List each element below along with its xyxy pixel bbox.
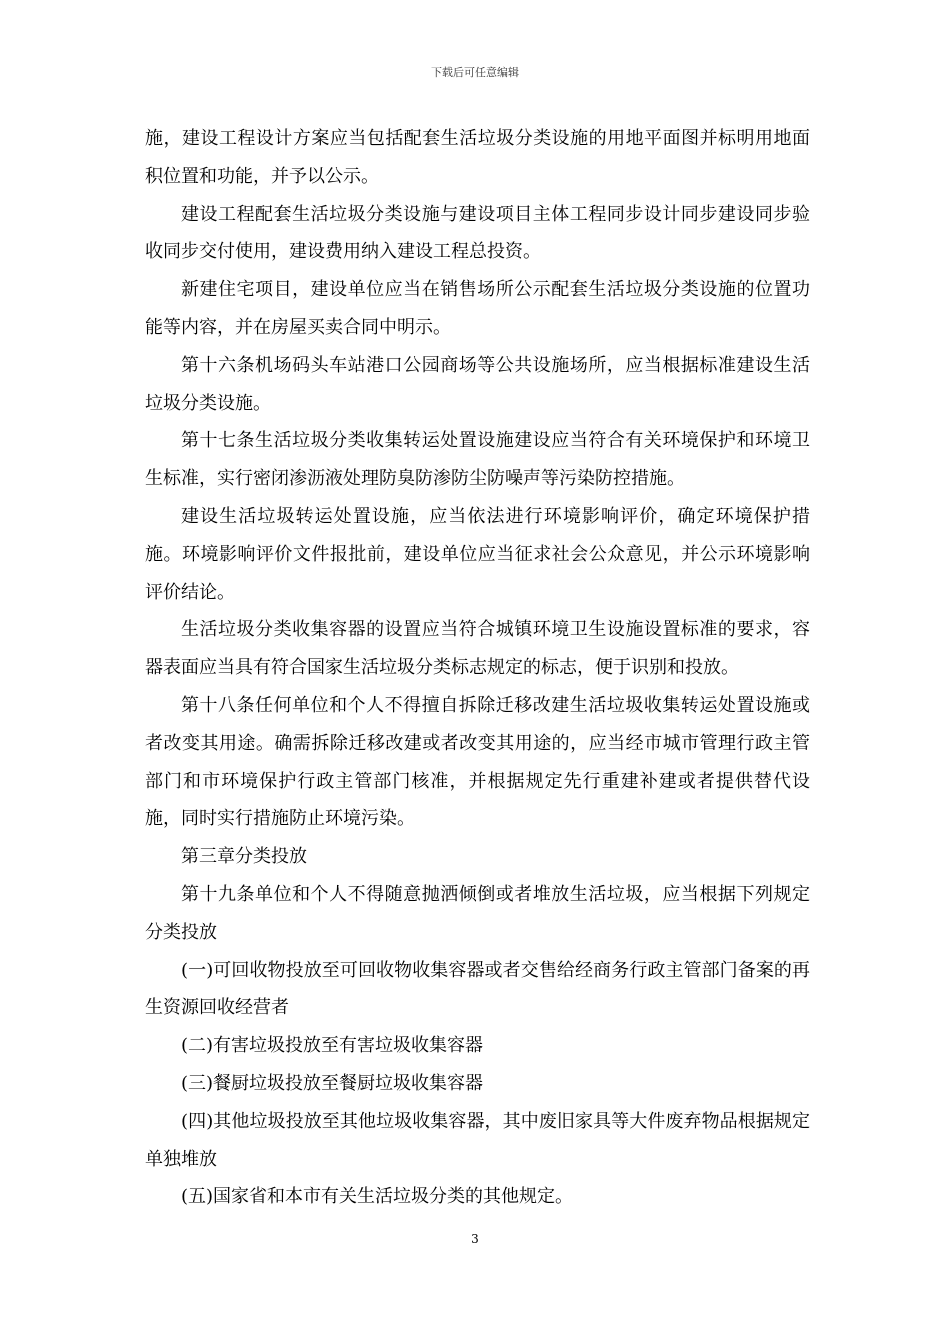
list-item-2: (二)有害垃圾投放至有害垃圾收集容器 [181,1035,484,1057]
paragraph-10: 第十九条单位和个人不得随意抛洒倾倒或者堆放生活垃圾，应当根据下列规定分类投放 [145,883,810,943]
paragraph-1: 施，建设工程设计方案应当包括配套生活垃圾分类设施的用地平面图并标明用地面积位置和功能，并予以公示。 [145,128,810,187]
paragraph-4: 第十六条机场码头车站港口公园商场等公共设施场所，应当根据标准建设生活垃圾分类设施。 [145,354,810,414]
page-header: 下载后可任意编辑 [431,66,519,79]
paragraph-6: 建设生活垃圾转运处置设施，应当依法进行环境影响评价，确定环境保护措施。环境影响评价文件报批前，建设单位应当征求社会公众意见，并公示环境影响评价结论。 [145,505,810,603]
paragraph-3: 新建住宅项目，建设单位应当在销售场所公示配套生活垃圾分类设施的位置功能等内容，并在房屋买卖合同中明示。 [145,279,810,338]
list-item-3: (三)餐厨垃圾投放至餐厨垃圾收集容器 [181,1072,484,1094]
paragraph-7: 生活垃圾分类收集容器的设置应当符合城镇环境卫生设施设置标准的要求，容器表面应当具有符合国家生活垃圾分类标志规定的标志，便于识别和投放。 [145,619,810,679]
paragraph-8: 第十八条任何单位和个人不得擅自拆除迁移改建生活垃圾收集转运处置设施或者改变其用途。确需拆除迁移改建或者改变其用途的，应当经市城市管理行政主管部门和市环境保护行政主管部门核准，并根据规定先行重建补建或者提供替代设施，同时实行措施防止环境污染。 [145,694,810,830]
list-item-5: (五)国家省和本市有关生活垃圾分类的其他规定。 [181,1186,574,1208]
page-number: 3 [471,1232,479,1246]
list-item-4: (四)其他垃圾投放至其他垃圾收集容器，其中废旧家具等大件废弃物品根据规定单独堆放 [145,1110,810,1170]
list-item-1: (一)可回收物投放至可回收物收集容器或者交售给经商务行政主管部门备案的再生资源回收经营者 [145,959,810,1019]
paragraph-5: 第十七条生活垃圾分类收集转运处置设施建设应当符合有关环境保护和环境卫生标准，实行密闭渗沥液处理防臭防渗防尘防噪声等污染防控措施。 [145,430,810,490]
document-body [145,120,810,1216]
paragraph-2: 建设工程配套生活垃圾分类设施与建设项目主体工程同步设计同步建设同步验收同步交付使用，建设费用纳入建设工程总投资。 [145,203,810,263]
chapter-heading: 第三章分类投放 [181,846,307,868]
